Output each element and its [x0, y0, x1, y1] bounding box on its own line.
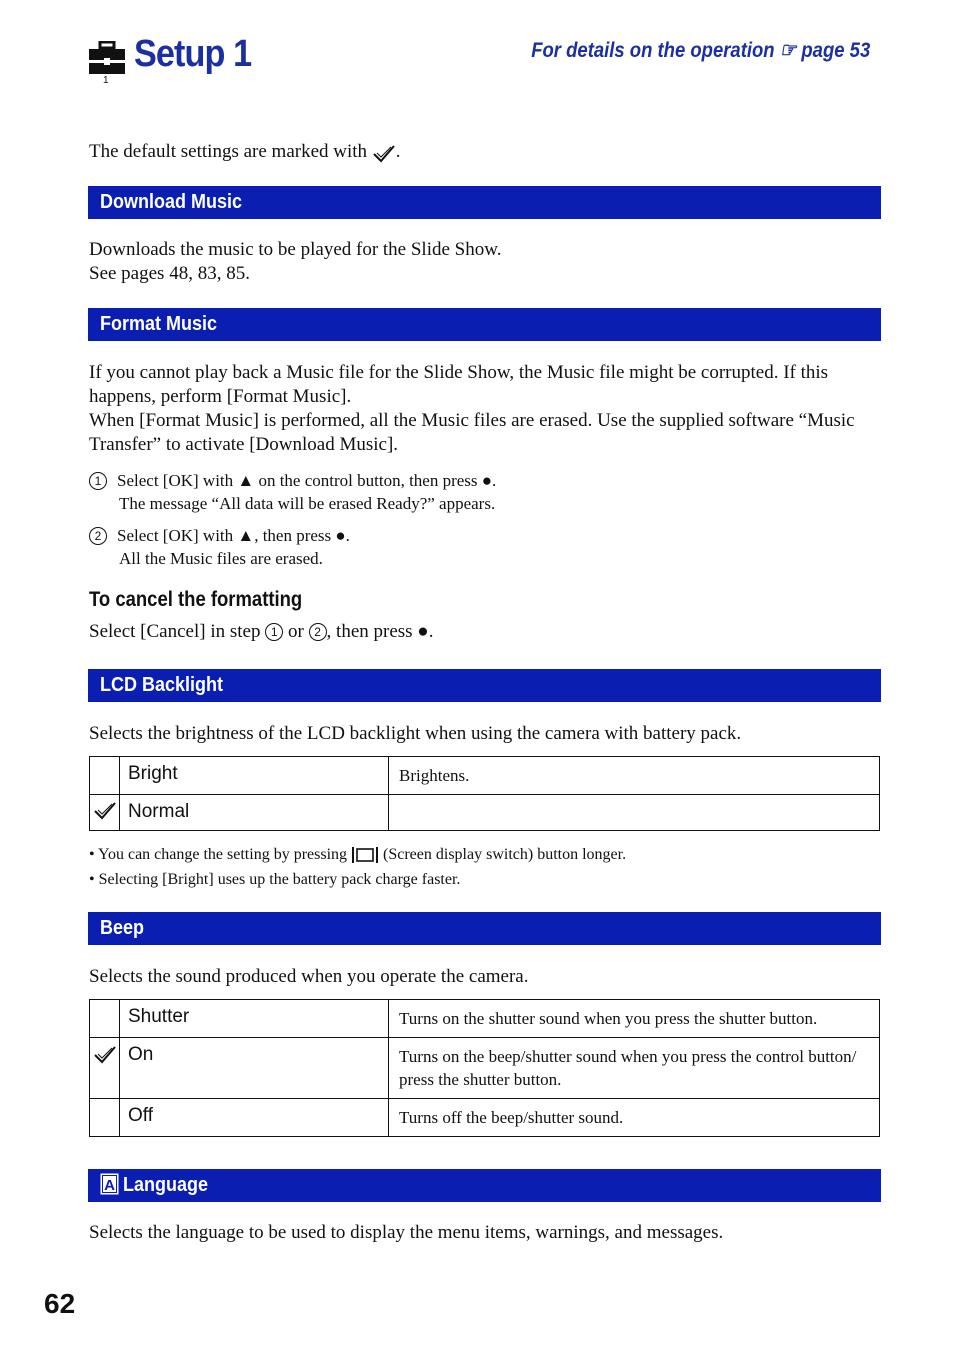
check-mark-icon — [93, 800, 117, 820]
default-marker-cell — [90, 1038, 120, 1099]
table-row — [90, 1099, 880, 1137]
option-description: Turns on the beep/shutter sound when you press the control button/ press the shutter button. — [389, 1038, 880, 1099]
page-title: Setup 1 — [134, 33, 252, 75]
lcd-backlight-table — [89, 756, 880, 831]
section-format-music — [88, 308, 881, 341]
format-step-1: 1 Select [OK] with ▲ on the control button, then press ●. The message “All data will be erased Ready?” appears. — [89, 469, 496, 515]
beep-table — [89, 999, 880, 1137]
option-description: Brightens. — [389, 757, 880, 795]
default-settings-note: The default settings are marked with . — [89, 141, 401, 162]
format-step-2: 2 Select [OK] with ▲, then press ●. All the Music files are erased. — [89, 524, 350, 570]
section-beep — [88, 912, 881, 945]
lcd-note-1: • You can change the setting by pressing (Screen display switch) button longer. — [89, 846, 627, 863]
step-number: 1 — [89, 472, 107, 490]
toolbox-icon — [88, 41, 126, 75]
cancel-formatting-text: Select [Cancel] in step 1 or 2 , then press ●. — [89, 621, 434, 642]
option-name: Normal — [120, 795, 389, 831]
operation-reference: For details on the operation ☞ page 53 — [531, 39, 870, 62]
section-title: Language — [123, 1174, 209, 1196]
svg-text:A: A — [104, 1177, 115, 1194]
check-mark-icon — [93, 1044, 117, 1064]
step-number: 2 — [309, 623, 327, 641]
step-number: 2 — [89, 527, 107, 545]
section-title: LCD Backlight — [100, 674, 224, 696]
section-title: Download Music — [100, 191, 243, 213]
option-description: Turns off the beep/shutter sound. — [389, 1099, 880, 1137]
table-row — [90, 1038, 880, 1099]
table-row — [90, 1000, 880, 1038]
default-marker-cell — [90, 757, 120, 795]
section-lcd-backlight — [88, 669, 881, 702]
format-music-text: If you cannot play back a Music file for the Slide Show, the Music file might be corrupted. If this happens, perform [Format Music]. When [Format Music] is performed, all the Music files are erased. Use the supplied software “Music Transfer” to activate [Download Music]. — [89, 362, 855, 455]
section-download-music — [88, 186, 881, 219]
option-description: Turns on the shutter sound when you press the shutter button. — [389, 1000, 880, 1038]
table-row — [90, 795, 880, 831]
lcd-note-2: • Selecting [Bright] uses up the battery pack charge faster. — [89, 871, 461, 888]
screen-display-switch-icon — [351, 846, 379, 864]
section-language — [88, 1169, 881, 1202]
download-music-text: Downloads the music to be played for the Slide Show. See pages 48, 83, 85. — [89, 239, 502, 284]
page-number: 62 — [44, 1288, 76, 1319]
lcd-backlight-intro: Selects the brightness of the LCD backlight when using the camera with battery pack. — [89, 723, 742, 744]
option-description — [389, 795, 880, 831]
beep-intro: Selects the sound produced when you operate the camera. — [89, 966, 529, 987]
option-name: On — [120, 1038, 389, 1099]
option-name: Off — [120, 1099, 389, 1137]
section-title: Beep — [100, 917, 145, 939]
language-intro: Selects the language to be used to display the menu items, warnings, and messages. — [89, 1222, 724, 1243]
check-mark-icon — [372, 143, 396, 163]
option-name: Bright — [120, 757, 389, 795]
section-title: Format Music — [100, 313, 218, 335]
step-number: 1 — [265, 623, 283, 641]
cancel-formatting-heading: To cancel the formatting — [89, 588, 303, 611]
language-icon — [100, 1173, 119, 1195]
default-marker-cell — [90, 1099, 120, 1137]
toolbox-icon-subscript: 1 — [103, 75, 109, 86]
table-row — [90, 757, 880, 795]
default-marker-cell — [90, 795, 120, 831]
option-name: Shutter — [120, 1000, 389, 1038]
default-marker-cell — [90, 1000, 120, 1038]
